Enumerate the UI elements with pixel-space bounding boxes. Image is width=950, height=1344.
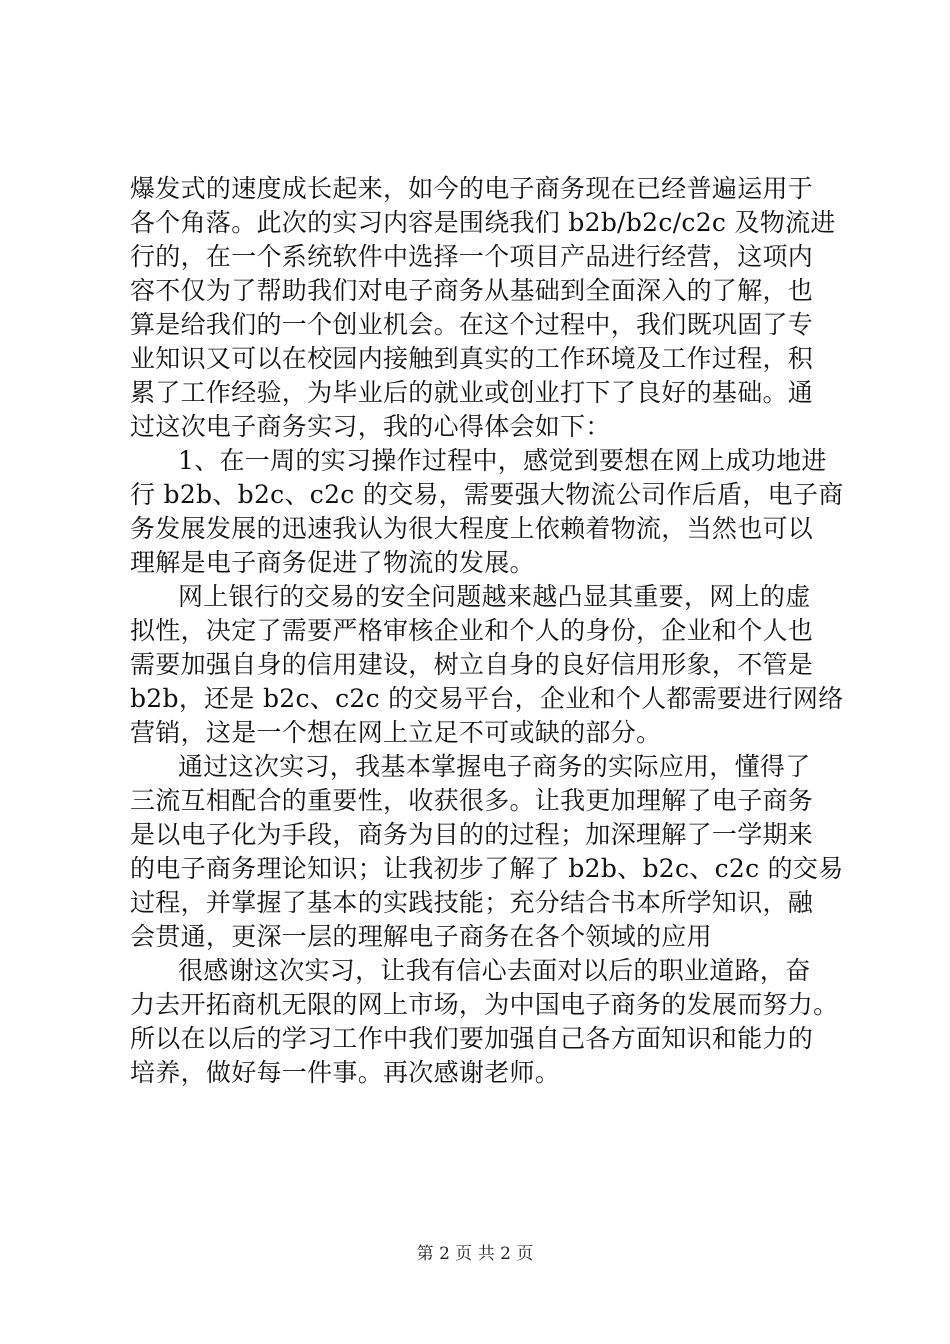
text-line: 的电子商务理论知识；让我初步了解了 b2b、b2c、c2c 的交易 [130,854,844,883]
paragraph-start-line: 很感谢这次实习，让我有信心去面对以后的职业道路，奋 [178,956,811,985]
text-line: 需要加强自身的信用建设，树立自身的良好信用形象，不管是 [130,650,814,679]
text-line: 拟性，决定了需要严格审核企业和个人的身份，企业和个人也 [130,616,814,645]
paragraph-start-line: 通过这次实习，我基本掌握电子商务的实际应用，懂得了 [178,752,811,781]
text-line: 会贯通，更深一层的理解电子商务在各个领域的应用 [130,922,712,951]
text-line: 过程，并掌握了基本的实践技能；充分结合书本所学知识，融 [130,888,814,917]
paragraph-start-line: 网上银行的交易的安全问题越来越凸显其重要，网上的虚 [178,582,811,611]
text-line: 各个角落。此次的实习内容是围绕我们 b2b/b2c/c2c 及物流进 [130,208,836,237]
text-line: 营销，这是一个想在网上立足不可或缺的部分。 [130,718,662,747]
text-line: 务发展发展的迅速我认为很大程度上依赖着物流，当然也可以 [130,514,814,543]
document-body [130,172,844,1090]
paragraph-start-line: 1、在一周的实习操作过程中，感觉到要想在网上成功地进 [178,446,827,475]
text-line: 所以在以后的学习工作中我们要加强自己各方面知识和能力的 [130,1024,814,1053]
text-line: 是以电子化为手段，商务为目的的过程；加深理解了一学期来 [130,820,814,849]
text-line: 过这次电子商务实习，我的心得体会如下： [130,412,611,441]
text-line: 业知识又可以在校园内接触到真实的工作环境及工作过程，积 [130,344,814,373]
text-line: 理解是电子商务促进了物流的发展。 [130,548,535,577]
text-line: 行 b2b、b2c、c2c 的交易，需要强大物流公司作后盾，电子商 [130,480,844,509]
text-line: 累了工作经验，为毕业后的就业或创业打下了良好的基础。通 [130,378,814,407]
text-line: 容不仅为了帮助我们对电子商务从基础到全面深入的了解，也 [130,276,814,305]
text-line: 算是给我们的一个创业机会。在这个过程中，我们既巩固了专 [130,310,814,339]
text-line: 培养，做好每一件事。再次感谢老师。 [130,1058,561,1087]
text-line: b2b，还是 b2c、c2c 的交易平台，企业和个人都需要进行网络 [130,684,844,713]
text-line: 行的，在一个系统软件中选择一个项目产品进行经营，这项内 [130,242,814,271]
text-line: 爆发式的速度成长起来，如今的电子商务现在已经普遍运用于 [130,174,814,203]
text-line: 三流互相配合的重要性，收获很多。让我更加理解了电子商务 [130,786,814,815]
text-line: 力去开拓商机无限的网上市场，为中国电子商务的发展而努力。 [130,990,839,1019]
page-number-footer: 第 2 页 共 2 页 [416,1244,534,1264]
